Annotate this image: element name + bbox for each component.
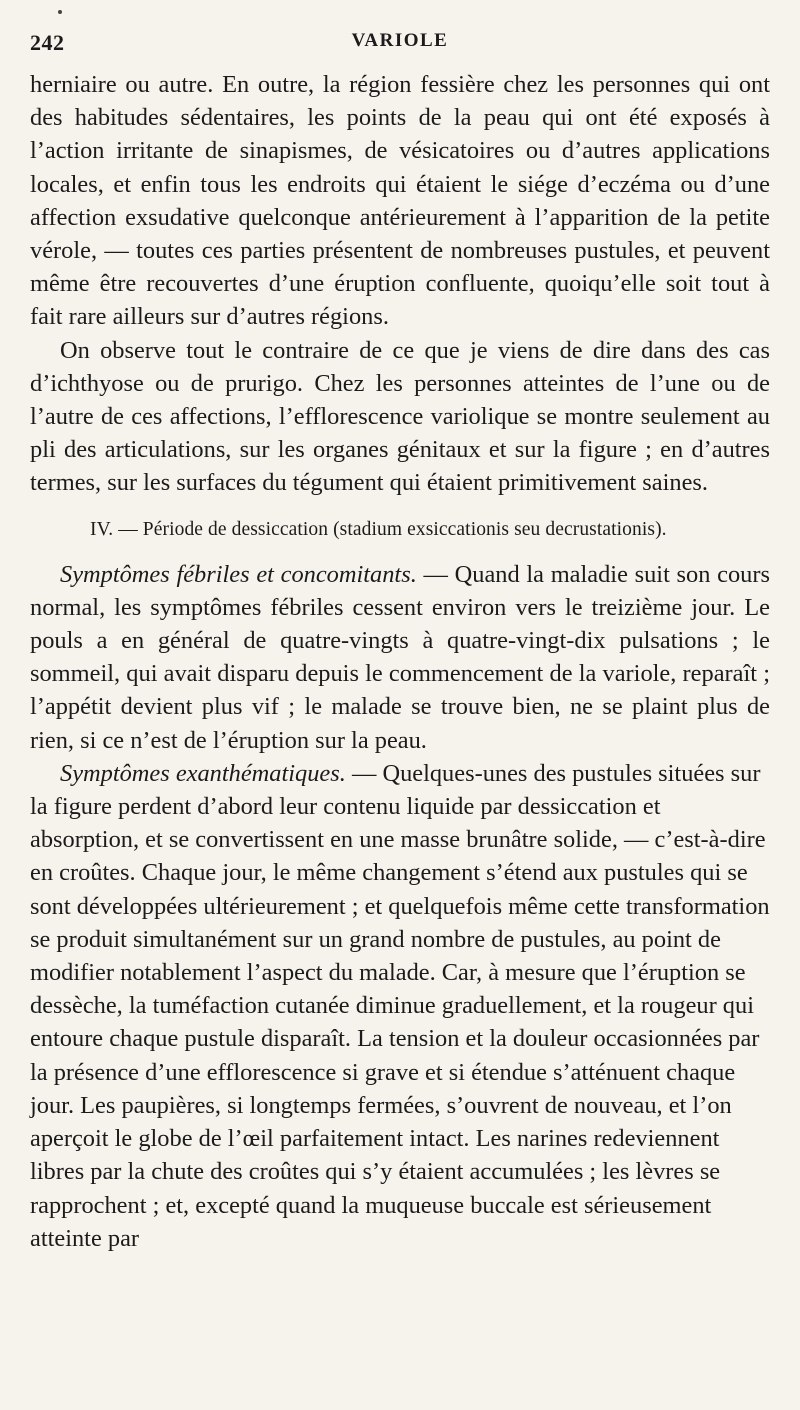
paragraph-lead: Symptômes fébriles et concomitants. — [60, 560, 417, 588]
paragraph-symptomes-febriles: Symptômes fébriles et concomitants. — Quand la maladie suit son cours normal, les symptômes fébriles cessent environ vers le treizième jour. Le pouls a en général de quatre-vingts à quatre-vingt-dix pulsations ; le sommeil, qui avait disparu depuis le commencement de la variole, reparaît ; l’appétit devient plus vif ; le malade se trouve bien, ne se plaint plus de rien, si ce n’est de l’éruption sur la peau. — [30, 560, 770, 754]
paragraph-lead: Symptômes exanthématiques. — [60, 759, 346, 787]
paragraph-continuation: herniaire ou autre. En outre, la région fessière chez les personnes qui ont des habitudes sédentaires, les points de la peau qui ont été exposés à l’action irritante de sinapismes, de vésicatoires ou d’autres applications locales, et enfin tous les endroits qui étaient le siége d’eczéma ou d’une affection exsudative quelconque antérieurement à l’apparition de la petite vérole, — toutes ces parties présentent de nombreuses pustules, et peuvent même être recouvertes d’une éruption confluente, quoiqu’elle soit tout à fait rare ailleurs sur d’autres régions. — [30, 71, 770, 331]
section-heading: IV. — Période de dessiccation (stadium exsiccationis seu decrustationis). — [90, 518, 667, 540]
page-header — [30, 30, 770, 60]
body-text — [30, 68, 770, 1255]
paragraph-ichthyose: On observe tout le contraire de ce que je viens de dire dans des cas d’ichthyose ou de prurigo. Chez les personnes atteintes de l’une ou de l’autre de ces affections, l’efflorescence variolique se montre seulement au pli des articulations, sur les organes génitaux et sur la figure ; en d’autres termes, sur les surfaces du tégument qui étaient primitivement saines. — [30, 336, 770, 497]
running-title: VARIOLE — [351, 30, 449, 51]
page-number: 242 — [30, 30, 65, 55]
paragraph-body: Quelques-unes des pustules situées sur la figure perdent d’abord leur contenu liquide par dessiccation et absorption, et se convertissent en une masse brunâtre solide, — c’est-à-dire en croûtes. Chaque jour, le même changement s’étend aux pustules qui se sont développées ultérieurement ; et quelquefois même cette transformation se produit simultanément sur un grand nombre de pustules, au point de modifier notablement l’aspect du malade. Car, à mesure que l’éruption se dessèche, la tuméfaction cutanée diminue graduellement, et la rougeur qui entoure chaque pustule disparaît. La tension et la douleur occasionnées par la présence d’une efflorescence si grave et si étendue s’atténuent chaque jour. Les paupières, si longtemps fermées, s’ouvrent de nouveau, et l’on aperçoit le globe de l’œil parfaitement intact. Les narines redeviennent libres par la chute des croûtes qui s’y étaient accumulées ; les lèvres se rapprochent ; et, excepté quand la muqueuse buccale est sérieusement atteinte par — [30, 759, 770, 1252]
paragraph-body: Quand la maladie suit son cours normal, les symptômes fébriles cessent environ vers le treizième jour. Le pouls a en général de quatre-vingts à quatre-vingt-dix pulsations ; le sommeil, qui avait disparu depuis le commencement de la variole, reparaît ; l’appétit devient plus vif ; le malade se trouve bien, ne se plaint plus de rien, si ce n’est de l’éruption sur la peau. — [30, 560, 770, 754]
paragraph-symptomes-exanthematiques: Symptômes exanthématiques. — Quelques-unes des pustules situées sur la figure perdent d’abord leur contenu liquide par dessiccation et absorption, et se convertissent en une masse brunâtre solide, — c’est-à-dire en croûtes. Chaque jour, le même changement s’étend aux pustules qui se sont développées ultérieurement ; et quelquefois même cette transformation se produit simultanément sur un grand nombre de pustules, au point de modifier notablement l’aspect du malade. Car, à mesure que l’éruption se dessèche, la tuméfaction cutanée diminue graduellement, et la rougeur qui entoure chaque pustule disparaît. La tension et la douleur occasionnées par la présence d’une efflorescence si grave et si étendue s’atténuent chaque jour. Les paupières, si longtemps fermées, s’ouvrent de nouveau, et l’on aperçoit le globe de l’œil parfaitement intact. Les narines redeviennent libres par la chute des croûtes qui s’y étaient accumulées ; les lèvres se rapprochent ; et, excepté quand la muqueuse buccale est sérieusement atteinte par — [30, 759, 770, 1252]
ink-speck — [58, 10, 62, 14]
